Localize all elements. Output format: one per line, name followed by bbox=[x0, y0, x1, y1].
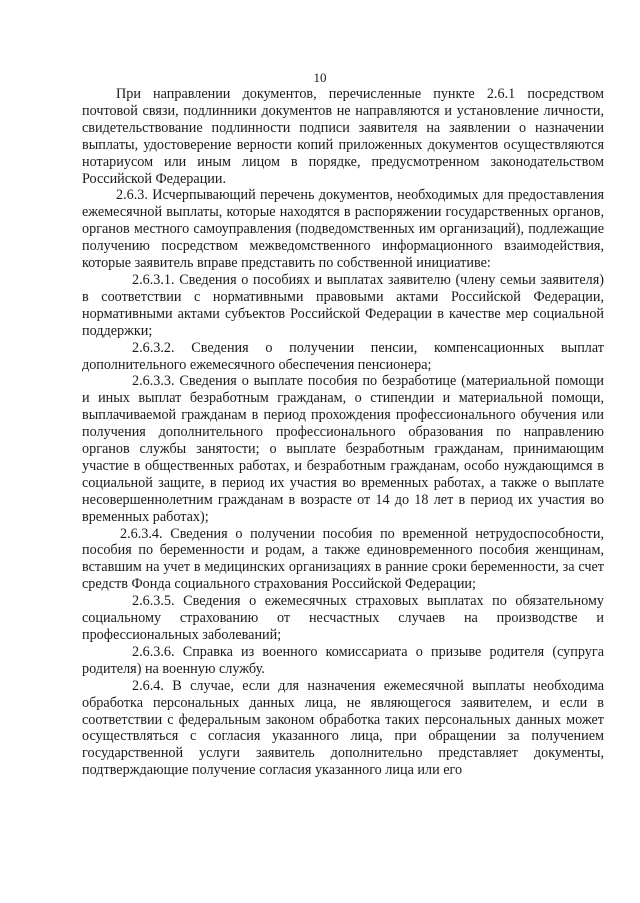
paragraph-postal-submission: При направлении документов, перечисленные пункте 2.6.1 посредством почтовой связи, подлинники документов не направляются и установление личности, свидетельствование подлинности подписи заявителя на заявлении о назначении выплаты, удостоверение верности копий приложенных документов осуществляются нотариусом или иным лицом в порядке, предусмотренном законодательством Российской Федерации. bbox=[82, 86, 604, 187]
page-number: 10 bbox=[313, 70, 327, 85]
paragraph-2-6-3-5: 2.6.3.5. Сведения о ежемесячных страховых выплатах по обязательному социальному страхованию от несчастных случаев на производстве и профессиональных заболеваний; bbox=[82, 593, 604, 643]
paragraph-2-6-3-3: 2.6.3.3. Сведения о выплате пособия по безработице (материальной помощи и иных выплат безработным гражданам, о стипендии и материальной помощи, выплачиваемой гражданам в период прохождения профессионального обучения или получения дополнительного профессионального образования по направлению органов службы занятости; о выплате безработным гражданам, принимающим участие в общественных работах, и безработным гражданам, особо нуждающимся в социальной защите, в период их участия во временных работах, а также о выплате несовершеннолетним гражданам в возрасте от 14 до 18 лет в период их участия во временных работах); bbox=[82, 373, 604, 525]
paragraph-2-6-3-2: 2.6.3.2. Сведения о получении пенсии, компенсационных выплат дополнительного ежемесячного обеспечения пенсионера; bbox=[82, 339, 604, 373]
paragraph-2-6-4: 2.6.4. В случае, если для назначения ежемесячной выплаты необходима обработка персональных данных лица, не являющегося заявителем, и если в соответствии с федеральным законом обработка таких персональных данных может осуществляться с согласия указанного лица, при обращении за получением государственной услуги заявитель дополнительно представляет документы, подтверждающие получение согласия указанного лица или его bbox=[82, 677, 604, 779]
paragraph-2-6-3-4: 2.6.3.4. Сведения о получении пособия по временной нетрудоспособности, пособия по беременности и родам, а также единовременного пособия женщинам, вставшим на учет в медицинских организациях в ранние сроки беременности, за счет средств Фонда социального страхования Российской Федерации; bbox=[82, 525, 604, 593]
paragraph-2-6-3-1: 2.6.3.1. Сведения о пособиях и выплатах заявителю (члену семьи заявителя) в соответствии с нормативными правовыми актами Российской Федерации, нормативными актами субъектов Российской Федерации в качестве мер социальной поддержки; bbox=[82, 271, 604, 339]
document-body bbox=[82, 86, 604, 779]
paragraph-2-6-3: 2.6.3. Исчерпывающий перечень документов, необходимых для предоставления ежемесячной выплаты, которые находятся в распоряжении государственных органов, органов местного самоуправления (подведомственных им организаций), подлежащие получению посредством межведомственного информационного взаимодействия, которые заявитель вправе представить по собственной инициативе: bbox=[82, 187, 604, 272]
paragraph-2-6-3-6: 2.6.3.6. Справка из военного комиссариата о призыве родителя (супруга родителя) на военную службу. bbox=[82, 643, 604, 677]
